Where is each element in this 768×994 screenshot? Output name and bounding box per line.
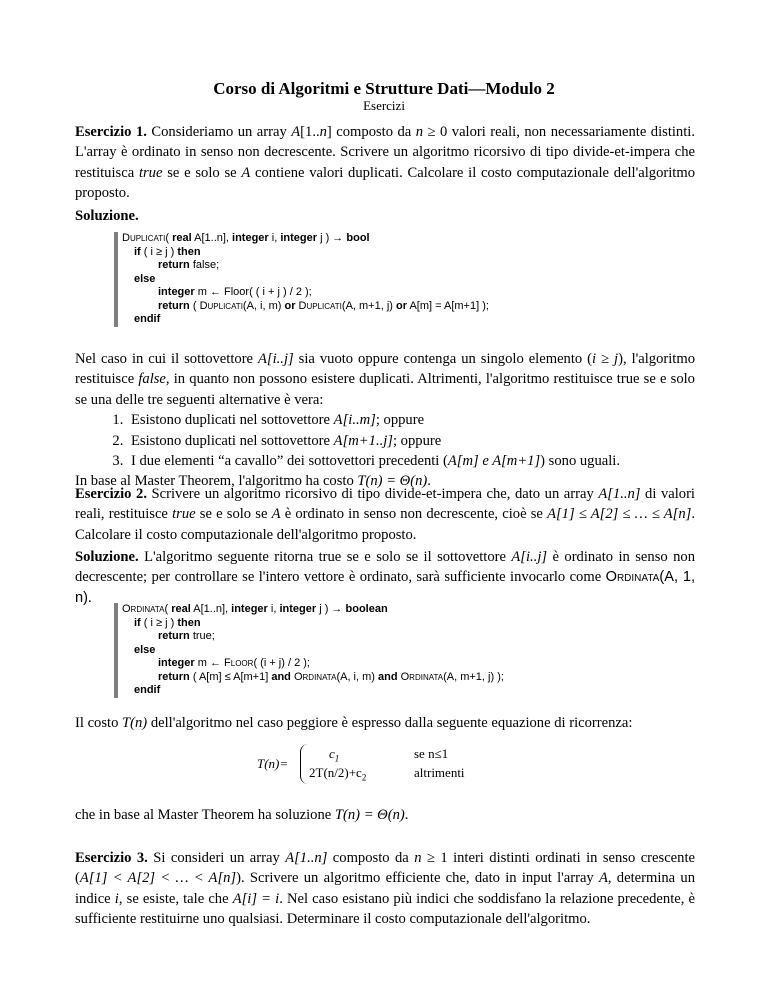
text: , se esiste, tale che — [118, 890, 233, 907]
page-title: Corso di Algoritmi e Strutture Dati—Modulo 2 — [213, 79, 555, 98]
text: T(n) = Θ(n) — [334, 807, 405, 823]
code-line — [122, 684, 504, 698]
text: (A, m+1, j) — [341, 299, 396, 312]
text: Nel caso in cui il sottovettore — [75, 351, 259, 367]
text: A[i..m] — [333, 412, 376, 429]
text: Soluzione. — [75, 208, 139, 224]
text: A[i..j] — [511, 549, 548, 565]
list-item — [127, 451, 695, 471]
code-block-duplicati — [114, 232, 489, 327]
text: ( i ≥ j ) — [140, 245, 178, 258]
code-block-ordinata — [114, 603, 504, 698]
text: (A, i, m) — [336, 670, 378, 683]
text: che in base al Master Theorem ha soluzione — [75, 807, 335, 823]
text: ( (i + j) / 2 ); — [253, 657, 310, 669]
solution-2-cost — [75, 805, 695, 825]
text: integer — [280, 232, 318, 244]
text: è ordinato in senso non decrescente; per controllare se l'intero vettore è ordinato, sarà sufficiente invocarlo come — [75, 549, 695, 586]
text: contiene valori duplicati. Calcolare il costo computazionale dell'algoritmo proposto. — [75, 164, 695, 202]
text: è ordinato in senso non decrescente, cioè se — [280, 506, 548, 523]
text: ). Scrivere un algoritmo efficiente che, dato in input l'array — [236, 870, 599, 887]
text: Floor — [224, 657, 254, 669]
text: composto da — [327, 850, 415, 866]
text: m ← Floor( ( i + j ) / 2 ); — [194, 286, 312, 298]
text: Si consideri un array — [147, 850, 286, 866]
text: 2 — [361, 772, 367, 783]
formula-lhs: T(n)= — [257, 756, 289, 771]
text: . — [87, 589, 92, 606]
text: ( A[m] ≤ A[m+1] — [189, 670, 272, 683]
exercise-3 — [75, 848, 695, 930]
code-line — [122, 286, 489, 300]
exercise-2-label: Esercizio 2. — [75, 486, 147, 502]
text: A[1..n] — [285, 850, 328, 866]
text: i, — [267, 603, 280, 615]
text: . Nel caso esistano più indici che soddisfano la relazione precedente, è sufficiente restituirne uno qualsiasi. Determinare il costo computazionale dell'algoritmo. — [75, 890, 695, 928]
text: sia vuoto oppure contenga un singolo elemento ( — [293, 351, 593, 367]
text: Duplicati — [298, 299, 342, 312]
text: Duplicati — [122, 232, 166, 244]
text: false; — [189, 259, 220, 271]
text: if — [134, 245, 141, 258]
text: A[m+1..j] — [333, 432, 393, 449]
text: (A, m+1, j) ); — [443, 670, 504, 683]
text: T(n) = Θ(n) — [357, 473, 428, 490]
text: bool — [346, 232, 370, 244]
text: Esistono duplicati nel sottovettore — [131, 412, 334, 429]
exercise-3-label: Esercizio 3. — [75, 850, 148, 866]
text: (A, i, m) — [242, 299, 285, 312]
code-line — [122, 603, 504, 617]
list-item — [127, 410, 695, 430]
exercise-2 — [75, 484, 695, 545]
text: . Calcolare il costo computazionale dell'algoritmo proposto. — [75, 506, 695, 543]
text: n — [319, 124, 327, 140]
solution-2 — [75, 547, 695, 608]
solution-1-explanation — [75, 349, 695, 492]
code-line — [122, 617, 504, 631]
code-line — [122, 657, 504, 671]
text: A[1..n], — [191, 232, 233, 244]
text: A — [241, 164, 251, 181]
text: then — [177, 616, 201, 629]
text: ) sono uguali. — [540, 453, 621, 470]
recurrence-formula — [257, 744, 517, 784]
text: and — [271, 670, 291, 683]
text: if — [134, 616, 141, 629]
text: A[m] e A[m+1] — [447, 453, 541, 470]
code-line — [122, 232, 489, 246]
text: c — [329, 746, 335, 761]
text: endif — [134, 313, 161, 325]
text: else — [134, 272, 156, 285]
text: integer — [279, 603, 317, 615]
text: m ← — [194, 657, 225, 669]
text: A — [291, 124, 301, 140]
text: integer — [231, 603, 268, 615]
code-line — [122, 644, 504, 658]
text: integer — [158, 657, 195, 669]
text: . — [427, 473, 431, 490]
text: se e solo se — [162, 164, 242, 181]
text: Ordinata — [400, 670, 444, 683]
text: and — [378, 670, 398, 683]
text: return — [158, 259, 190, 271]
text: true; — [189, 630, 215, 642]
text: A[i..j] — [258, 351, 294, 367]
text: false — [138, 371, 166, 388]
text: ( — [165, 232, 173, 244]
alternatives-list — [75, 410, 695, 471]
formula-condition-1: se n≤1 — [414, 746, 449, 761]
text: A[1] ≤ A[2] ≤ … ≤ A[n] — [547, 506, 692, 523]
text: i, — [268, 232, 281, 244]
text: A[i] = i — [232, 890, 280, 907]
text: Ordinata — [293, 670, 337, 683]
text: or — [284, 299, 296, 312]
text: real — [172, 232, 192, 244]
code-line — [122, 246, 489, 260]
text: i ≥ j — [592, 351, 619, 367]
text: j ) → — [316, 603, 346, 615]
text: boolean — [345, 603, 388, 615]
text: dell'algoritmo nel caso peggiore è espresso dalla seguente equazione di ricorrenza: — [147, 715, 633, 731]
text: T(n) — [122, 715, 148, 731]
text: ( — [189, 299, 200, 312]
code-line — [122, 259, 489, 273]
text: , determina un indice — [75, 870, 696, 907]
text: Il costo — [75, 715, 123, 731]
text: Esistono duplicati nel sottovettore — [131, 432, 334, 449]
text: composto da — [331, 124, 416, 140]
text: true — [138, 164, 163, 181]
text: ≥ 0 valori reali, non necessariamente distinti. L'array è ordinato in senso non decrescente. Scrivere un algoritmo ricorsivo di tipo divide-et-impera che restituisca — [75, 124, 695, 181]
code-line — [122, 300, 489, 314]
exercise-1-label: Esercizio 1. — [75, 124, 147, 140]
formula-case-1 — [329, 746, 339, 764]
text: ] — [326, 124, 332, 140]
text: return — [158, 670, 190, 683]
solution-2-recurrence-intro — [75, 713, 695, 733]
text: or — [396, 299, 407, 312]
text: integer — [158, 286, 195, 298]
code-line — [122, 671, 504, 685]
text: . — [404, 807, 409, 823]
text: se e solo se — [195, 506, 272, 523]
text: Soluzione. — [75, 549, 139, 565]
text: A[1] < A[2] < … < A[n] — [79, 870, 237, 887]
text: endif — [134, 684, 161, 696]
text: (A, 1, n) — [75, 569, 695, 606]
text: ; oppure — [392, 432, 442, 449]
text: i — [114, 890, 119, 907]
formula-condition-2: altrimenti — [414, 765, 465, 780]
text: real — [171, 603, 191, 615]
solution-1-label — [75, 206, 695, 226]
text: , in quanto non possono esistere duplicati. Altrimenti, l'algoritmo restituisce true se e solo se una delle tre seguenti alternative è vera: — [75, 371, 695, 408]
text: A — [271, 506, 281, 523]
text: else — [134, 643, 156, 656]
text: L'algoritmo seguente ritorna true se e solo se il sottovettore — [138, 549, 512, 565]
text: integer — [232, 232, 269, 244]
code-line — [122, 630, 504, 644]
list-item — [127, 431, 695, 451]
text: di valori reali, restituisce — [75, 486, 695, 523]
text: ≥ 1 interi distinti ordinati in senso crescente ( — [75, 850, 695, 887]
code-line — [122, 273, 489, 287]
text: In base al Master Theorem, l'algoritmo ha costo — [75, 473, 358, 490]
text: A[1..n], — [190, 603, 232, 615]
text: ( — [164, 603, 172, 615]
text: n — [414, 850, 422, 866]
text: true — [172, 506, 196, 523]
text: return — [158, 630, 190, 642]
page-subtitle: Esercizi — [363, 98, 405, 113]
text: A[m] = A[m+1] ); — [407, 299, 489, 312]
text: ( i ≥ j ) — [140, 616, 178, 629]
text: then — [177, 245, 201, 258]
text: A — [598, 870, 608, 887]
text: Consideriamo un array — [146, 124, 292, 140]
code-line — [122, 313, 489, 327]
text: A[1..n] — [598, 486, 641, 502]
text: n — [415, 124, 424, 140]
text: 2T(n/2)+c — [309, 765, 362, 780]
text: 1 — [334, 753, 340, 764]
text: ; oppure — [375, 412, 425, 429]
text: [1.. — [300, 124, 320, 140]
exercise-1 — [75, 122, 695, 204]
text: Ordinata — [122, 603, 165, 615]
formula-case-2 — [309, 765, 366, 783]
text: Duplicati — [199, 299, 243, 312]
text: return — [158, 299, 190, 312]
text: j ) → — [317, 232, 347, 244]
text: I due elementi “a cavallo” dei sottovettori precedenti ( — [131, 453, 448, 470]
text: Ordinata — [605, 569, 660, 586]
text: ), l'algoritmo restituisce — [75, 351, 695, 388]
text: Scrivere un algoritmo ricorsivo di tipo divide-et-impera che, dato un array — [146, 486, 599, 502]
